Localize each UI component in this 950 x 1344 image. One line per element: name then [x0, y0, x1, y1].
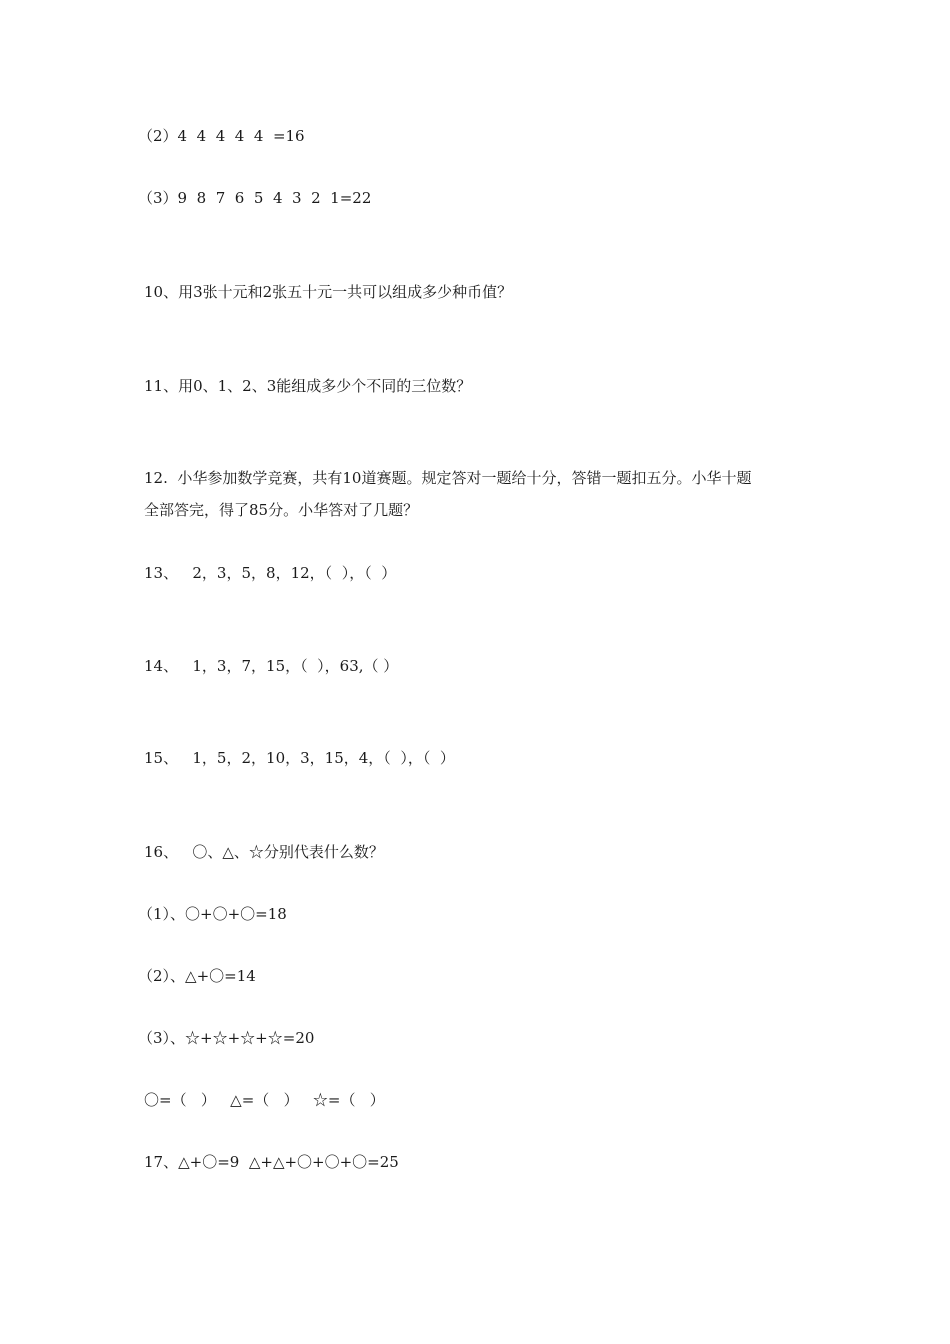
problem-12-line-1: 12. 小华参加数学竞赛，共有10道赛题。规定答对一题给十分，答错一题扣五分。小华十题	[144, 469, 752, 487]
problem-16-answers: 〇=（ ） △=（ ） ☆=（ ）	[144, 1091, 385, 1109]
problem-9-part-3: （3）9 8 7 6 5 4 3 2 1=22	[138, 189, 372, 207]
problem-10: 10、用3张十元和2张五十元一共可以组成多少种币值？	[144, 283, 513, 301]
problem-16-part-3: （3）、☆+☆+☆+☆=20	[138, 1029, 315, 1047]
problem-16-part-1: （1）、〇+〇+〇=18	[138, 905, 287, 923]
problem-9-part-2: （2）4 4 4 4 4 =16	[138, 127, 305, 145]
problem-12-line-2: 全部答完，得了85分。小华答对了几题？	[144, 501, 419, 519]
problem-16-part-2: （2）、△+〇=14	[138, 967, 256, 985]
problem-15: 15、 1，5，2，10，3，15，4，（ ），（ ）	[144, 749, 455, 767]
problem-14: 14、 1，3，7，15，（ ），63,（ ）	[144, 657, 399, 675]
problem-11: 11、用0、1、2、3能组成多少个不同的三位数？	[144, 377, 472, 395]
problem-16: 16、 〇、△、☆分别代表什么数？	[144, 843, 384, 861]
problem-17: 17、△+〇=9 △+△+〇+〇+〇=25	[144, 1153, 399, 1171]
problem-13: 13、 2，3，5，8，12，（ ），（ ）	[144, 564, 397, 582]
